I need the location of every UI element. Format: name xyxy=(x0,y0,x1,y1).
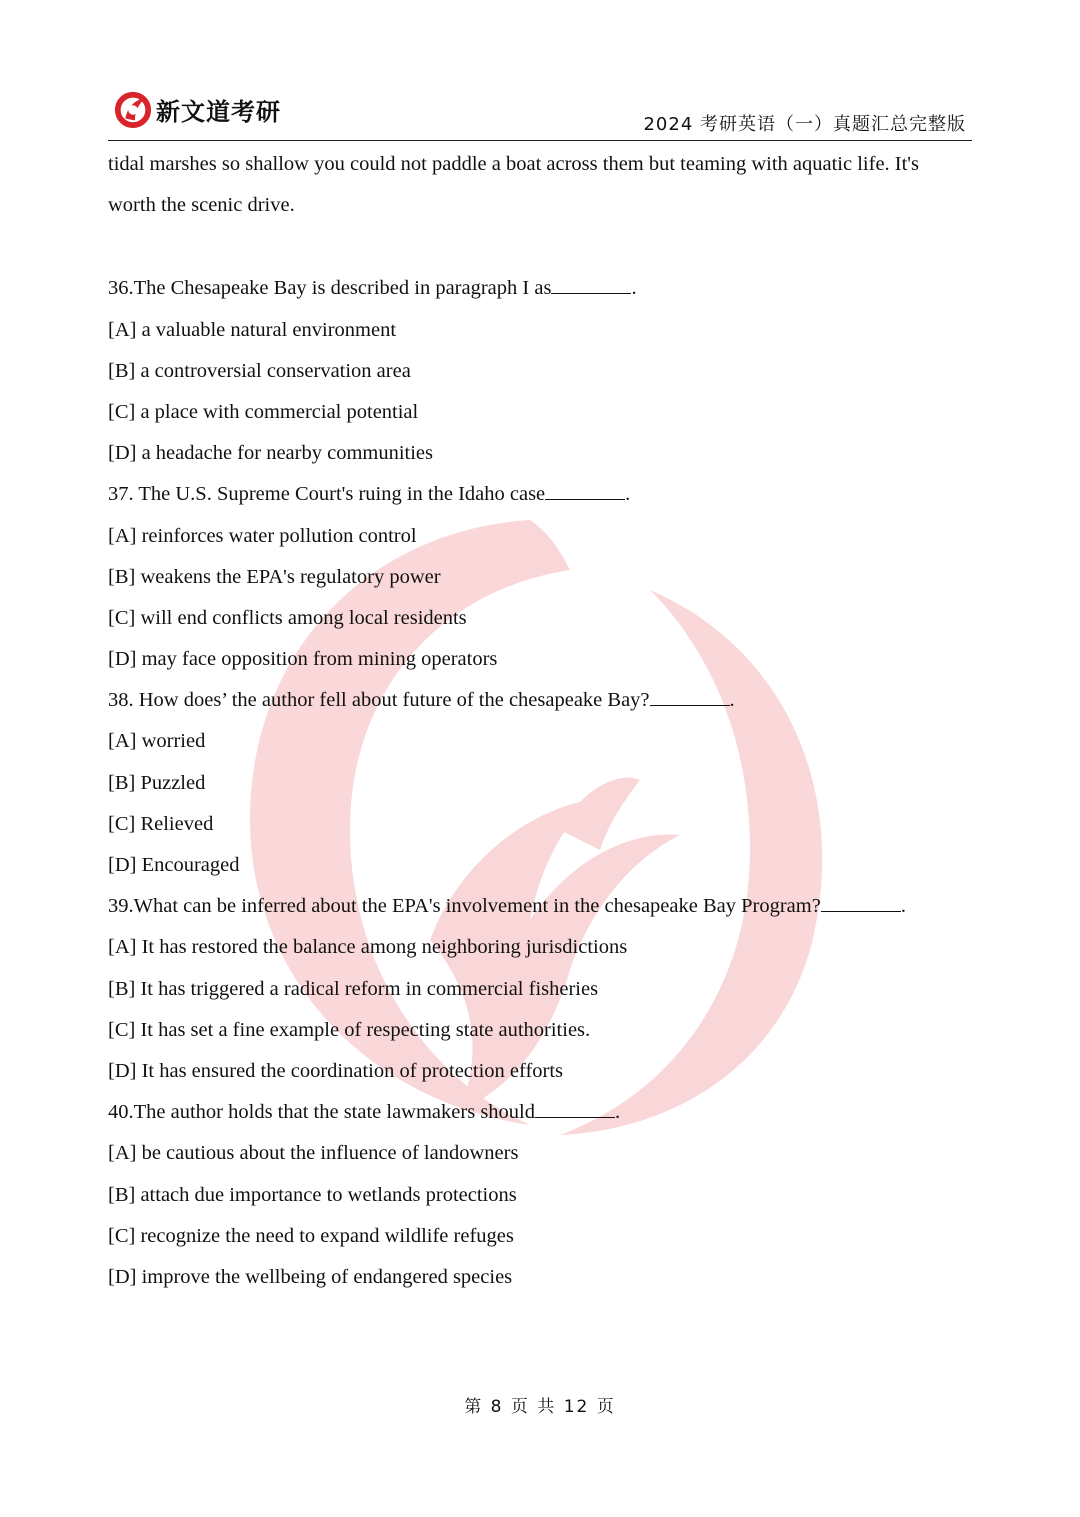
answer-option: [D] improve the wellbeing of endangered species xyxy=(108,1265,513,1288)
answer-option: [B] attach due importance to wetlands protections xyxy=(108,1183,517,1206)
answer-option: [C] a place with commercial potential xyxy=(108,400,419,423)
question-text: 37. The U.S. Supreme Court's ruing in the Idaho case xyxy=(108,483,546,506)
answer-option: [A] worried xyxy=(108,730,206,753)
blank-period: . xyxy=(615,1101,621,1124)
document-title: 2024 考研英语（一）真题汇总完整版 xyxy=(643,114,966,135)
answer-blank xyxy=(821,895,901,912)
answer-option: [A] a valuable natural environment xyxy=(108,318,397,341)
answer-option: [C] recognize the need to expand wildlife refuges xyxy=(108,1224,514,1247)
answer-blank xyxy=(650,689,730,706)
answer-blank xyxy=(545,483,625,500)
answer-option: [B] Puzzled xyxy=(108,771,206,794)
answer-option: [D] a headache for nearby communities xyxy=(108,442,434,465)
answer-option: [C] It has set a fine example of respecting state authorities. xyxy=(108,1018,591,1041)
question-text: 40.The author holds that the state lawmakers should xyxy=(108,1101,535,1124)
answer-option: [B] It has triggered a radical reform in commercial fisheries xyxy=(108,977,599,1000)
answer-option: [B] a controversial conservation area xyxy=(108,359,411,382)
question-text: 36.The Chesapeake Bay is described in paragraph I as xyxy=(108,277,552,300)
answer-option: [B] weakens the EPA's regulatory power xyxy=(108,565,441,588)
blank-period: . xyxy=(729,689,735,712)
answer-option: [D] may face opposition from mining operators xyxy=(108,648,498,671)
page-header xyxy=(108,86,972,141)
answer-blank xyxy=(535,1101,615,1118)
passage-line: tidal marshes so shallow you could not paddle a boat across them but teaming with aquatic life. It's xyxy=(108,153,919,175)
answer-blank xyxy=(551,277,631,294)
answer-option: [D] Encouraged xyxy=(108,854,240,876)
page-number: 第 8 页 共 12 页 xyxy=(464,1397,616,1417)
question-stem xyxy=(108,268,972,309)
brand-name: 新文道考研 xyxy=(156,97,281,126)
question-text: 39.What can be inferred about the EPA's involvement in the chesapeake Bay Program? xyxy=(108,895,821,918)
answer-option: [D] It has ensured the coordination of protection efforts xyxy=(108,1059,564,1082)
answer-option: [A] It has restored the balance among neighboring jurisdictions xyxy=(108,936,628,959)
question-text: 38. How does’ the author fell about future of the chesapeake Bay? xyxy=(108,689,650,712)
blank-period: . xyxy=(631,277,637,300)
answer-option: [A] be cautious about the influence of landowners xyxy=(108,1142,519,1165)
question-stem xyxy=(108,886,972,927)
page-content xyxy=(108,144,972,1298)
answer-option: [C] will end conflicts among local residents xyxy=(108,606,467,629)
answer-option: [A] reinforces water pollution control xyxy=(108,524,417,547)
blank-period: . xyxy=(625,483,631,506)
question-stem xyxy=(108,474,972,515)
brand-logo-icon xyxy=(114,90,152,128)
question-stem xyxy=(108,680,972,721)
spacer xyxy=(108,226,972,268)
blank-period: . xyxy=(900,895,906,918)
question-stem xyxy=(108,1092,972,1133)
passage-line: worth the scenic drive. xyxy=(108,194,295,217)
brand-logo xyxy=(114,90,281,128)
answer-option: [C] Relieved xyxy=(108,812,214,835)
